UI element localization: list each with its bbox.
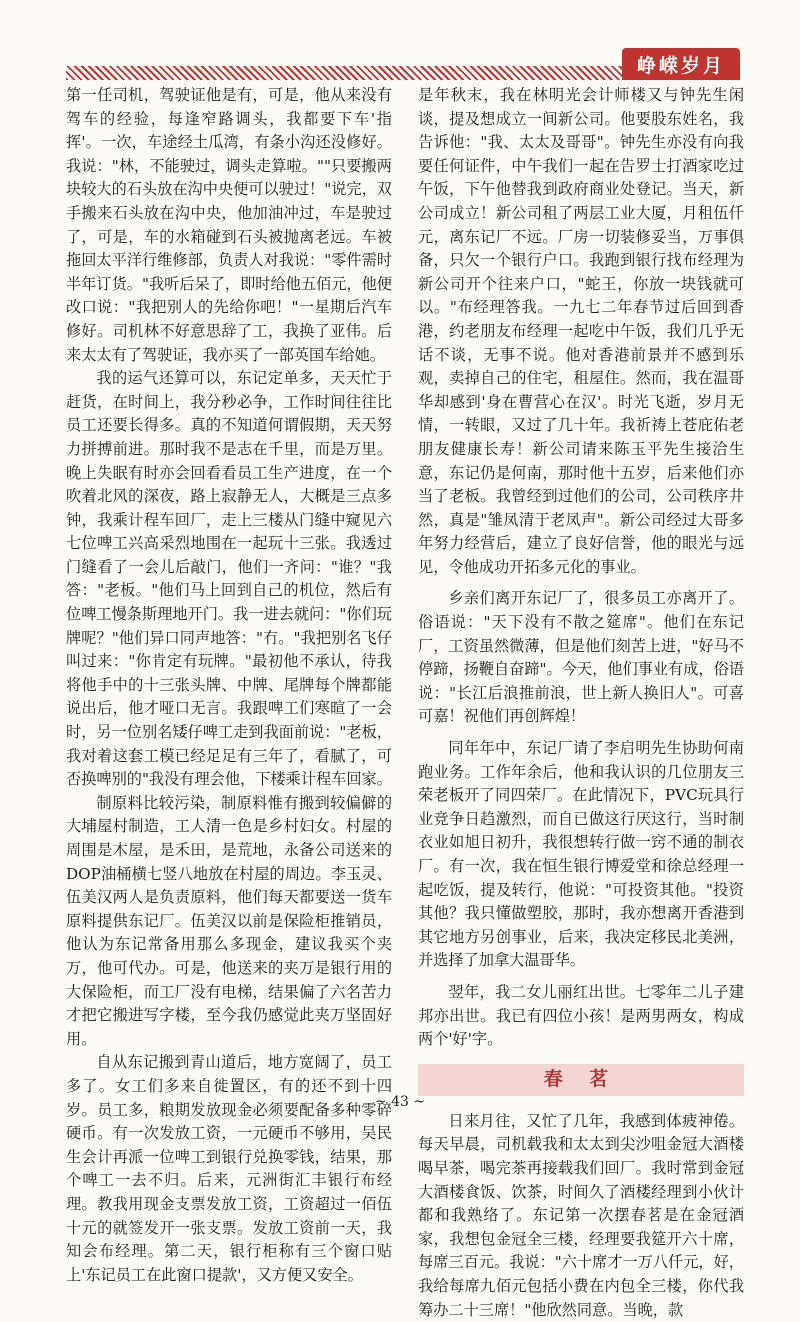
paragraph: 是年秋末，我在林明光会计师楼又与钟先生闲谈，提及想成立一间新公司。他要股东姓名，我告诉他："我、太太及哥哥"。钟先生亦没有向我要任何证件，中午我们一起在告罗士打酒家吃过午饭，下午他替我到政府商业处登记。当天，新公司成立！新公司租了两层工业大厦，月租伍仟元，离东记厂不远。厂房一切装修妥当，万事俱备，只欠一个银行户口。我跑到银行找布经理为新公司开个往来户口，"蛇王，你放一块钱就可以。"布经理答我。一九七二年春节过后回到香港，约老朋友布经理一起吃中午饭，我们几乎无话不谈，无事不说。他对香港前景并不感到乐观，卖掉自己的住宅，租屋住。然而，我在温哥华却感到'身在曹营心在汉'。时光飞逝，岁月无情，一转眼，又过了几十年。我祈祷上苍庇佑老朋友健康长寿！新公司请来陈玉平先生接洽生意，东记仍是何南，那时他十五岁，后来他们亦当了老板。我曾经到过他们的公司，公司秩序井然，真是"雏凤清于老凤声"。新公司经过大哥多年努力经营后，建立了良好信誉，他的眼光与远见，令他成功开拓多元化的事业。 bbox=[418, 86, 744, 576]
paragraph: 我的运气还算可以，东记定单多，天天忙于赶货，在时间上，我分秒必争，工作时间往往比员工还要长得多。真的不知道何谓假期，天天努力拼搏前进。那时我不是志在千里，而是万里。晚上失眠有时亦会回看看员工生产进度，在一个吹着北风的深夜，路上寂静无人，大概是三点多钟，我乘计程车回厂，走上三楼从门缝中窥见六七位啤工兴高采烈地围在一起玩十三张。我透过门缝看了一会儿后敲门，他们一齐问："谁？"我答："老板。"他们马上回到自己的机位，然后有位啤工慢条斯理地开门。我一进去就问："你们玩牌呢？"他们异口同声地答："冇。"我把别名飞仔叫过来："你肯定有玩牌。"最初他不承认，待我将他手中的十三张头牌、中牌、尾牌每个牌都能说出后，他才哑口无言。我跟啤工们寒暄了一会时，另一位别名矮仔啤工走到我面前说："老板，我对着这套工模已经足足有三年了，看腻了，可否换啤别的"我没有理会他，下楼乘计程车回家。 bbox=[66, 369, 392, 789]
paragraph: 翌年，我二女儿丽红出世。七零年二儿子建邦亦出世。我已有四位小孩！是两男两女，构成两个'好'字。 bbox=[418, 982, 744, 1049]
article-heading: 春 茗 bbox=[543, 1067, 619, 1090]
paragraph: 制原料比较污染，制原料惟有搬到较偏僻的大埔屋村制造，工人清一色是乡村妇女。村屋的周围是木屋，是禾田，是荒地，永备公司送来的DOP油桶横七竖八地放在村屋的周边。李玉灵、伍美汉两人是负责原料，他们每天都要送一货车原料提供东记厂。伍美汉以前是保险柜推销员，他认为东记常备用那么多现金，建议我买个夹万，他可代办。可是，他送来的夹万是银行用的大保险柜，而工厂没有电梯，结果偏了六名苦力才把它搬进写字楼，至今我仍感觉此夹万坚固好用。 bbox=[66, 793, 392, 1048]
paragraph: 自从东记搬到青山道后，地方宽阔了，员工多了。女工们多来自徙置区，有的还不到十四岁。员工多，粮期发放现金必须要配备多种零碎硬币。有一次发放工资，一元硬币不够用，吴民生会计再派一位啤工到银行兑换零钱，结果，那个啤工一去不归。后来，元洲街汇丰银行布经理。教我用现金支票发放工资，工资超过一佰伍十元的就签发开一张支票。发放工资前一天，我知会布经理。第二天，银行柜称有三个窗口贴上'东记员工在此窗口提款'，又方便又安全。 bbox=[66, 1053, 392, 1284]
right-column bbox=[418, 84, 744, 1322]
section-tab bbox=[622, 48, 740, 80]
paragraph: 同年年中，东记厂请了李启明先生协助何南跑业务。工作年余后，他和我认识的几位朋友三荣老板开了同四荣厂。在此情况下，PVC玩具行业竞争日趋激烈，而自已做这行厌这行，当时制衣业如旭日初升，我很想转行做一窍不通的制衣厂。有一次，我在恒生银行博爱堂和徐总经理一起吃饭，提及转行，他说："可投资其他。"投资其他？我只懂做塑胶，那时，我亦想离开香港到其它地方另创事业，后来，我决定移民北美洲，并选择了加拿大温哥华。 bbox=[418, 739, 744, 970]
paragraph: 日来月往，又忙了几年，我感到体疲神倦。每天早晨，司机载我和太太到尖沙咀金冠大酒楼喝早茶，喝完茶再接载我们回厂。我时常到金冠大酒楼食饭、饮茶，时间久了酒楼经理到小伙计都和我熟络了。东记第一次摆春茗是在金冠酒家，我想包金冠全三楼，经理要我筵开六十席，每席三百元。我说："六十席才一万八仟元，好，我给每席九佰元包括小费在内包全三楼，你代我筹办二十三席！"他欣然同意。当晚，款 bbox=[418, 1111, 744, 1319]
paragraph: 乡亲们离开东记厂了，很多员工亦离开了。俗语说："天下没有不散之筵席"。他们在东记厂，工资虽然微薄，但是他们刻苦上进，"好马不停蹄，扬鞭自奋蹄"。今天，他们事业有成，俗语说："长江后浪推前浪，世上新人换旧人"。可喜可嘉！祝他们再创辉煌！ bbox=[418, 589, 744, 726]
article-heading-box bbox=[418, 1064, 744, 1096]
section-title: 峥嵘岁月 bbox=[636, 54, 725, 77]
paragraph: 第一任司机，驾驶证他是有，可是，他从来没有驾车的经验，每逢窄路调头，我都要下车'指挥'。一次，车途经土瓜湾，有条小沟还没修好。我说："林，不能驶过，调头走算啦。""只要搬两块较大的石头放在沟中央便可以驶过！"说完，双手搬来石头放在沟中央，他加油冲过，车是驶过了，可是，车的水箱碰到石头被抛离老远。车被拖回太平洋行维修部，负责人对我说："零件需时半年订货。"我听后呆了，即时给他五佰元，他便改口说："我把别人的先给你吧！"一星期后汽车修好。司机林不好意思辞了工，我换了亚伟。后来太太有了驾驶证，我亦买了一部英国车给她。 bbox=[66, 86, 392, 364]
page-number: ~ 43 ~ bbox=[374, 1094, 426, 1110]
